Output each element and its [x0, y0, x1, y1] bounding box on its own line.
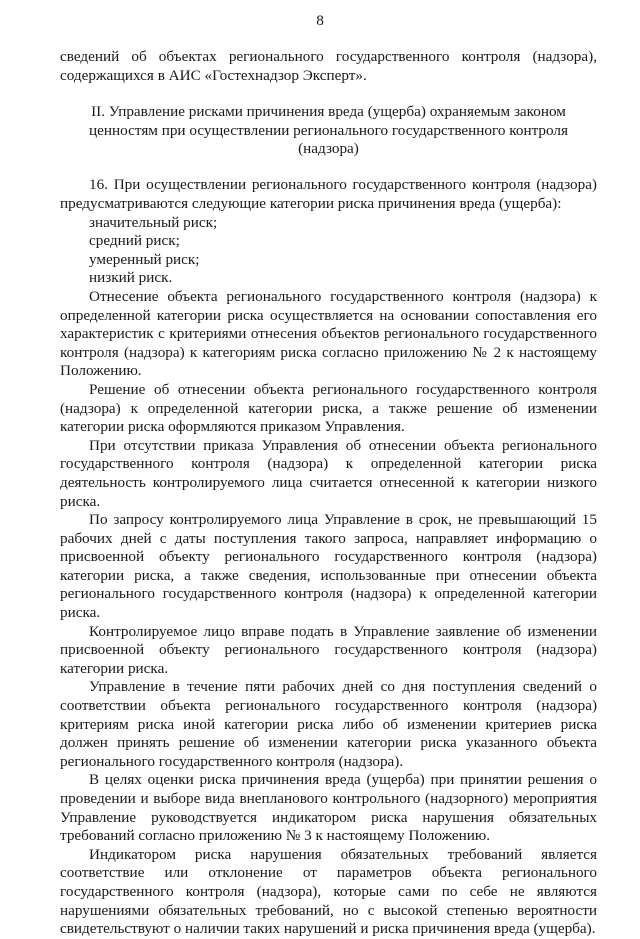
paragraph: Контролируемое лицо вправе подать в Управление заявление об изменении присвоенной объекту регионального государственного контроля (надзора) категории риска.: [60, 622, 597, 677]
section-heading: II. Управление рисками причинения вреда (ущерба) охраняемым законом ценностям при осуществлении регионального государственного контроля (надзора): [89, 103, 568, 157]
risk-category-item: умеренный риск;: [89, 250, 200, 268]
paragraph: В целях оценки риска причинения вреда (ущерба) при принятии решения о проведении и выборе вида внепланового контрольного (надзорного) мероприятия Управление руководствуется индикатором риска нарушения обязательных требований согласно приложению № 3 к настоящему Положению.: [60, 771, 597, 845]
paragraph: Решение об отнесении объекта регионального государственного контроля (надзора) к определенной категории риска, а также решение об изменении категории риска оформляются приказом Управления.: [60, 380, 597, 436]
paragraph: Управление в течение пяти рабочих дней со дня поступления сведений о соответствии объекта регионального государственного контроля (надзора) критериям риска иной категории риска либо об изменении критериев риска должен принять решение об изменении категории риска указанного объекта регионального государственного контроля (надзора).: [60, 678, 597, 770]
document-body: [60, 48, 597, 939]
paragraph: При отсутствии приказа Управления об отнесении объекта регионального государственного контроля (надзора) к определенной категории риска деятельность контролируемого лица считается отнесенной к категории низкого риска.: [60, 436, 597, 510]
paragraph-16: 16. При осуществлении регионального государственного контроля (надзора) предусматриваются следующие категории риска причинения вреда (ущерба):: [60, 176, 597, 212]
page-number: 8: [316, 12, 324, 29]
continuation-text: сведений об объектах регионального государственного контроля (надзора), содержащихся в АИС «Гостехнадзор Эксперт».: [60, 48, 597, 84]
paragraph: Отнесение объекта регионального государственного контроля (надзора) к определенной категории риска осуществляется на основании сопоставления его характеристик с критериями отнесения объектов регионального государственного контроля (надзора) к категориям риска согласно приложению № 2 к настоящему Положению.: [60, 287, 597, 380]
risk-category-item: значительный риск;: [89, 213, 218, 231]
risk-category-item: средний риск;: [89, 232, 180, 250]
risk-category-item: низкий риск.: [89, 269, 173, 287]
paragraph: По запросу контролируемого лица Управление в срок, не превышающий 15 рабочих дней с даты поступления такого запроса, направляет информацию о присвоенной объекту регионального государственного контроля (надзора) категории риска, а также сведения, использованные при отнесении объекта регионального государственного контроля (надзора) к определенной категории риска.: [60, 511, 597, 622]
paragraph: Индикатором риска нарушения обязательных требований является соответствие или отклонение от параметров объекта регионального государственного контроля (надзора), которые сами по себе не являются нарушениями обязательных требований, но с высокой степенью вероятности свидетельствуют о наличии таких нарушений и риска причинения вреда (ущерба).: [60, 845, 597, 938]
